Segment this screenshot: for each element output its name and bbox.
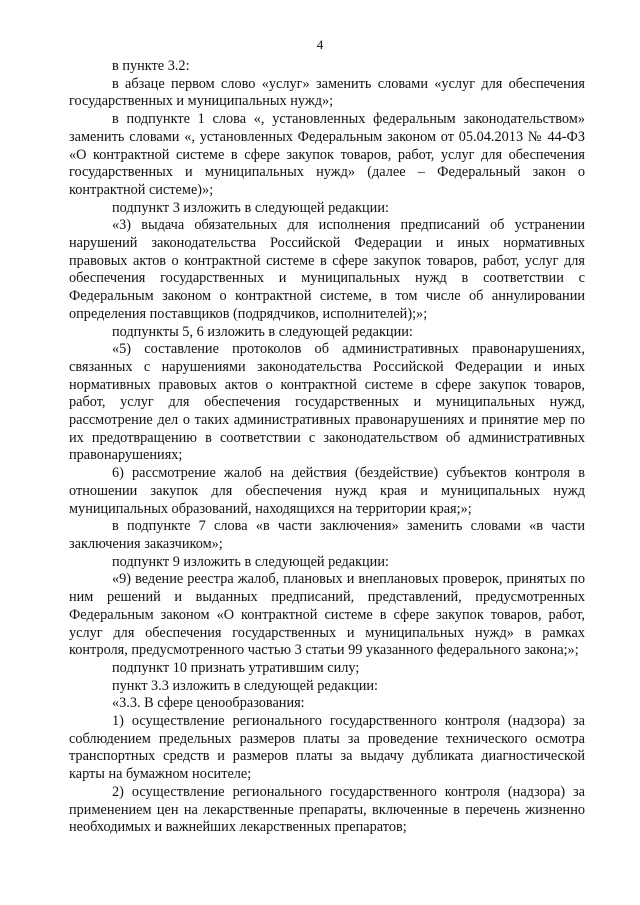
paragraph: подпункт 9 изложить в следующей редакции: xyxy=(112,553,389,570)
paragraph: в подпункте 1 слова «, установленных федеральным законодательством» заменить словами «, установленных Федеральным законом от 05.04.2013 № 44-ФЗ «О контрактной системе в сфере закупок товаров, работ, услуг для обеспечения государственных и муниципальных нужд» (далее – Федеральный закон о контрактной системе)»; xyxy=(69,111,585,198)
paragraph: в подпункте 7 слова «в части заключения» заменить словами «в части заключения заказчиком»; xyxy=(69,518,585,552)
paragraph: в пункте 3.2: xyxy=(112,58,190,74)
paragraph: «5) составление протоколов об административных правонарушениях, связанных с нарушениями законодательства Российской Федерации и иных нормативных правовых актов о контрактной системе в сфере закупок товаров, работ, услуг для обеспечения государственных и муниципальных нужд, рассмотрение дел о таких административных правонарушениях и принятие мер по их предотвращению в соответствии с законодательством об административных правонарушениях; xyxy=(69,341,585,464)
paragraph: «9) ведение реестра жалоб, плановых и внеплановых проверок, принятых по ним решений и выданных предписаний, представлений, предусмотренных Федеральным законом «О контрактной системе в сфере закупок товаров, работ, услуг для обеспечения государственных и муниципальных нужд» в рамках контроля, предусмотренного частью 3 статьи 99 указанного федерального закона;»; xyxy=(69,571,585,659)
paragraph: в абзаце первом слово «услуг» заменить словами «услуг для обеспечения государственных и муниципальных нужд»; xyxy=(69,75,585,110)
paragraph: 2) осуществление регионального государственного контроля (надзора) за применением цен на лекарственные препараты, включенные в перечень жизненно необходимых и важнейших лекарственных препаратов; xyxy=(69,783,585,836)
paragraph: пункт 3.3 изложить в следующей редакции: xyxy=(112,677,379,694)
paragraph: подпункт 10 признать утратившим силу; xyxy=(112,659,360,676)
document-body xyxy=(69,58,585,837)
paragraph: 6) рассмотрение жалоб на действия (бездействие) субъектов контроля в отношении закупок для обеспечения нужд края и муниципальных нужд муниципальных образований, находящихся на территории края;»; xyxy=(69,465,585,517)
paragraph: подпункт 3 изложить в следующей редакции: xyxy=(112,199,389,216)
paragraph: «3) выдача обязательных для исполнения предписаний об устранении нарушений законодательства Российской Федерации и иных нормативных правовых актов о контрактной системе в сфере закупок товаров, работ, услуг для обеспечения государственных и муниципальных нужд в соответствии с Федеральным законом о контрактной системе, в том числе об аннулировании определения поставщиков (подрядчиков, исполнителей);»; xyxy=(69,217,585,322)
paragraph: «3.3. В сфере ценообразования: xyxy=(112,695,305,712)
page-number: 4 xyxy=(316,37,324,52)
paragraph: 1) осуществление регионального государственного контроля (надзора) за соблюдением предельных размеров платы за проведение технического осмотра транспортных средств и размеров платы за выдачу дубликата диагностической карты на бумажном носителе; xyxy=(69,713,585,783)
paragraph: подпункты 5, 6 изложить в следующей редакции: xyxy=(112,323,413,340)
